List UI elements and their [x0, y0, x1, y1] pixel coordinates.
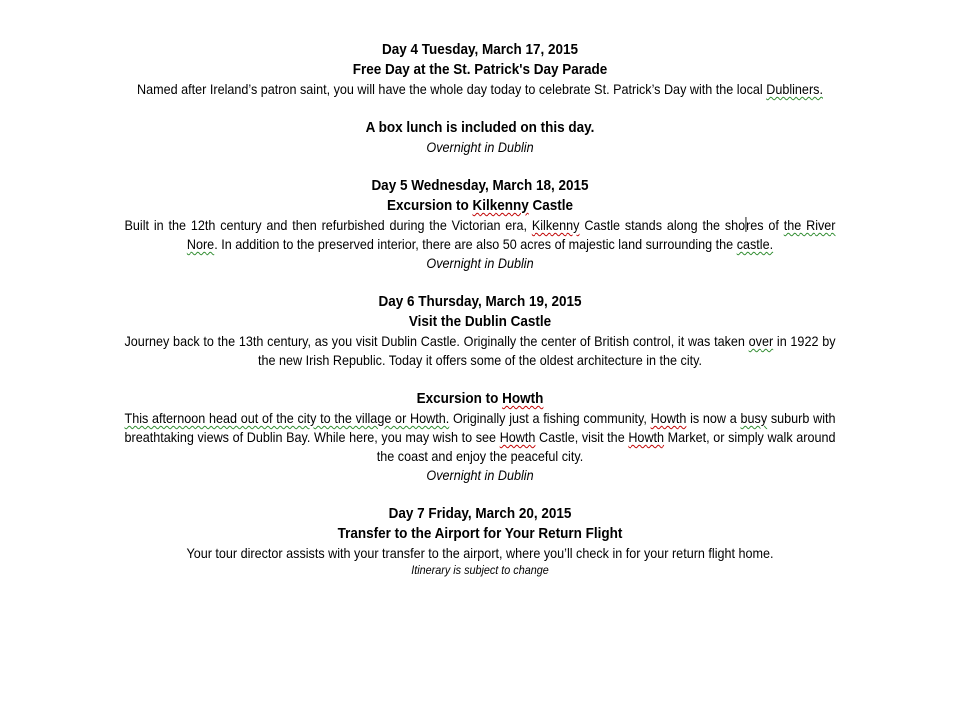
howth-body-1: This afternoon head out of the city to the village or Howth. — [124, 410, 450, 426]
howth-body-howth-2: Howth — [499, 429, 536, 445]
itinerary-document — [118, 40, 842, 577]
day5-body-castle: castle. — [736, 236, 774, 252]
howth-body-howth-3: Howth — [628, 429, 665, 445]
day7-subtitle: Transfer to the Airport for Your Return Flight — [337, 525, 623, 542]
day7-title: Day 7 Friday, March 20, 2015 — [388, 505, 572, 522]
day6-body — [125, 332, 836, 370]
howth-body-5: Castle, visit the — [535, 429, 629, 445]
day4-body-dubliners: Dubliners. — [766, 81, 823, 97]
day4-lunch-note: A box lunch is included on this day. — [365, 119, 595, 136]
howth-overnight: Overnight in Dublin — [426, 467, 534, 483]
day5-subtitle — [154, 196, 806, 216]
day6-title: Day 6 Thursday, March 19, 2015 — [378, 293, 582, 310]
day5-body-kilkenny: Kilkenny — [531, 217, 580, 233]
howth-body-3: is now a — [686, 410, 741, 426]
day5-overnight: Overnight in Dublin — [426, 255, 534, 271]
howth-subtitle — [154, 389, 806, 409]
day7-body: Your tour director assists with your transfer to the airport, where you’ll check in for your return flight home. — [186, 545, 774, 561]
day5-subtitle-prefix: Excursion to — [386, 197, 473, 214]
day6-body-1: Journey back to the 13th century, as you visit Dublin Castle. Originally the center of British control, it was taken — [124, 333, 749, 349]
day5-subtitle-suffix: Castle — [528, 197, 574, 214]
howth-body-busy: busy — [740, 410, 768, 426]
day4-title: Day 4 Tuesday, March 17, 2015 — [381, 41, 579, 58]
day6-body-over: over — [748, 333, 774, 349]
day4-body-text: Named after Ireland’s patron saint, you will have the whole day today to celebrate St. Patrick’s Day with the local — [137, 81, 767, 97]
howth-body-4: suburb with breathtaking views of Dublin Bay. While here, you may wish to see — [124, 410, 836, 445]
day5-subtitle-kilkenny: Kilkenny — [472, 197, 529, 214]
day5-body — [125, 216, 836, 254]
day6-subtitle: Visit the Dublin Castle — [408, 313, 552, 330]
howth-subtitle-howth: Howth — [502, 390, 544, 407]
howth-body — [125, 409, 836, 466]
howth-body-howth-1: Howth — [650, 410, 687, 426]
day5-body-4: . In addition to the preserved interior, there are also 50 acres of majestic land surrounding the — [214, 236, 737, 252]
day5-body-3: res of — [746, 217, 784, 233]
day6-body-2: in 1922 by the new Irish Republic. Today it offers some of the oldest architecture in the city. — [257, 333, 836, 368]
day4-overnight: Overnight in Dublin — [426, 139, 534, 155]
itinerary-disclaimer: Itinerary is subject to change — [411, 563, 549, 577]
day4-subtitle: Free Day at the St. Patrick's Day Parade — [352, 61, 608, 78]
howth-body-6: Market, or simply walk around the coast and enjoy the peaceful city. — [376, 429, 836, 464]
day5-body-2: Castle stands along the sho — [579, 217, 746, 233]
howth-subtitle-prefix: Excursion to — [416, 390, 503, 407]
day5-body-river-nore: the River Nore — [186, 217, 836, 252]
day5-body-1: Built in the 12th century and then refurbished during the Victorian era, — [124, 217, 532, 233]
day5-title: Day 5 Wednesday, March 18, 2015 — [371, 177, 589, 194]
day4-body — [125, 80, 836, 99]
howth-body-2: Originally just a fishing community, — [449, 410, 651, 426]
